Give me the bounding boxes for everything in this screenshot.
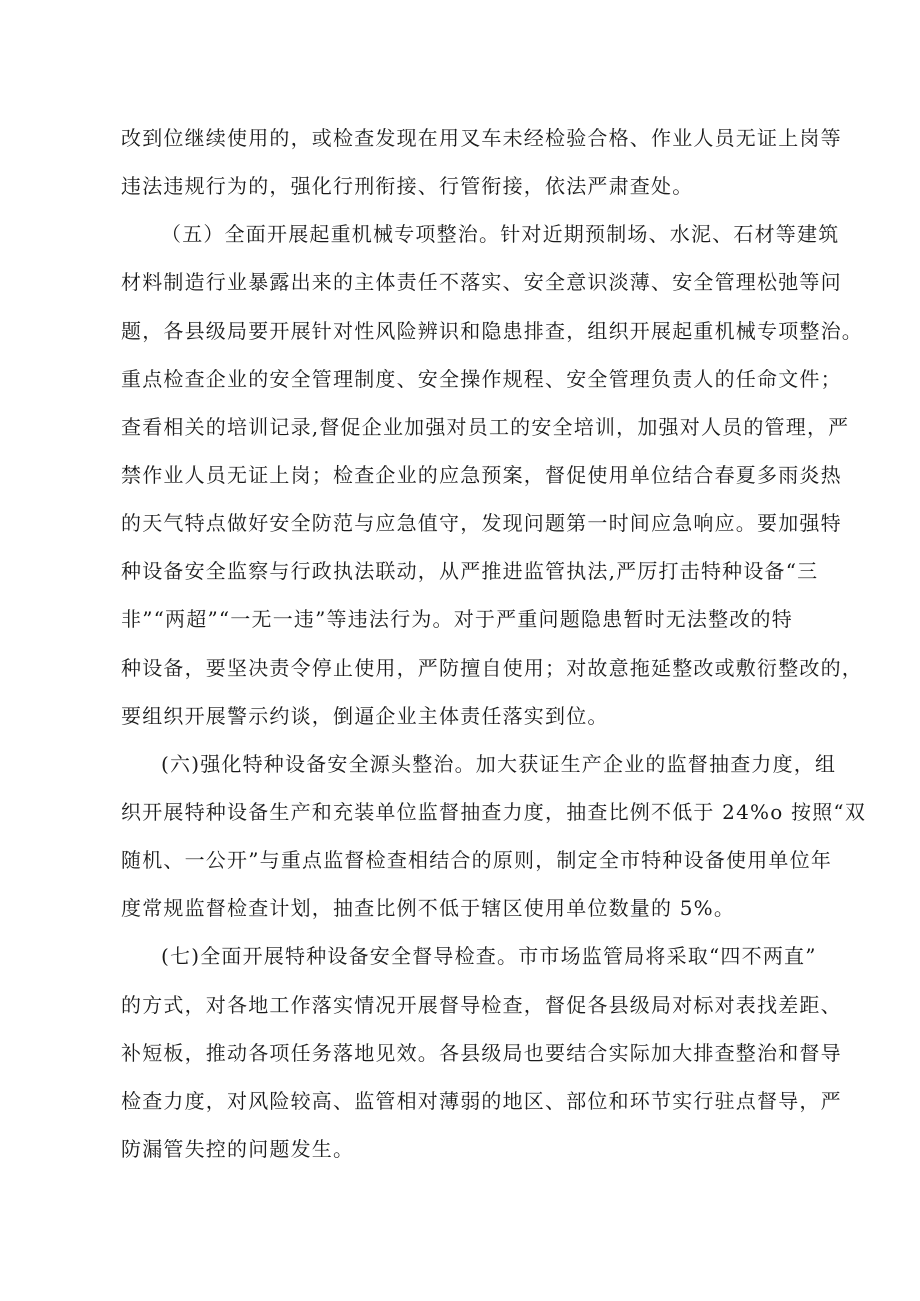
section-heading-5: （五）全面开展起重机械专项整治。针对近期预制场、水泥、石材等建筑 [161, 222, 840, 246]
text-line: 要组织开展警示约谈，倒逼企业主体责任落实到位。 [121, 704, 609, 728]
text-line: 查看相关的培训记录,督促企业加强对员工的安全培训，加强对人员的管理，严 [121, 415, 850, 439]
section-heading-6: (六)强化特种设备安全源头整治。加大获证生产企业的监督抽查力度，组 [161, 752, 837, 776]
text-line: 违法违规行为的，强化行刑衔接、行管衔接，依法严肃查处。 [121, 174, 694, 198]
text-line: 度常规监督检查计划，抽查比例不低于辖区使用单位数量的 5%。 [121, 896, 736, 920]
text-line: 非”“两超”“一无一违”等违法行为。对于严重问题隐患暂时无法整改的特 [121, 607, 793, 631]
text-line: 题，各县级局要开展针对性风险辨识和隐患排查，组织开展起重机械专项整治。 [121, 319, 863, 343]
text-line: 的方式，对各地工作落实情况开展督导检查，督促各县级局对标对表找差距、 [121, 993, 842, 1017]
text-line: 补短板，推动各项任务落地见效。各县级局也要结合实际加大排查整治和督导 [121, 1041, 842, 1065]
section-heading-7: (七)全面开展特种设备安全督导检查。市市场监管局将采取“四不两直” [161, 944, 817, 968]
text-line: 改到位继续使用的，或检查发现在用叉车未经检验合格、作业人员无证上岗等 [121, 126, 842, 150]
text-line: 检查力度，对风险较高、监管相对薄弱的地区、部位和环节实行驻点督导，严 [121, 1089, 842, 1113]
text-line: 种设备安全监察与行政执法联动，从严推进监管执法,严厉打击特种设备“三 [121, 559, 819, 583]
text-line: 随机、一公开”与重点监督检查相结合的原则，制定全市特种设备使用单位年 [121, 848, 833, 872]
text-line: 织开展特种设备生产和充装单位监督抽查力度，抽查比例不低于 24%o 按照“双 [121, 800, 867, 824]
text-line: 防漏管失控的问题发生。 [121, 1137, 355, 1161]
text-line: 重点检查企业的安全管理制度、安全操作规程、安全管理负责人的任命文件； [121, 367, 842, 391]
text-line: 材料制造行业暴露出来的主体责任不落实、安全意识淡薄、安全管理松弛等问 [121, 270, 842, 294]
text-line: 禁作业人员无证上岗；检查企业的应急预案，督促使用单位结合春夏多雨炎热 [121, 463, 842, 487]
text-line: 种设备，要坚决责令停止使用，严防擅自使用；对故意拖延整改或敷衍整改的， [121, 656, 863, 680]
text-line: 的天气特点做好安全防范与应急值守，发现问题第一时间应急响应。要加强特 [121, 511, 842, 535]
